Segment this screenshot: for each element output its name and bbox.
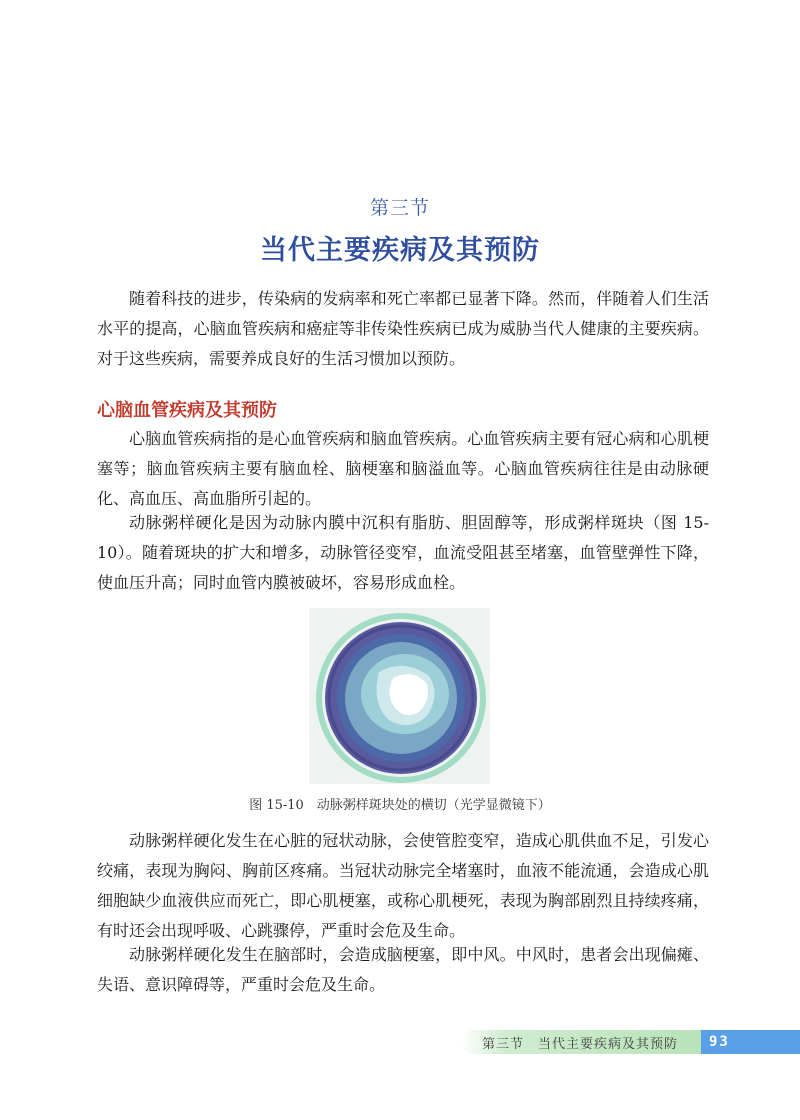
figure-caption: 图 15-10 动脉粥样斑块处的横切（光学显微镜下）	[249, 798, 551, 813]
section-label: 第三节	[369, 197, 430, 219]
paragraph-3: 动脉粥样硬化发生在心脏的冠状动脉，会使管腔变窄，造成心肌供血不足，引发心绞痛，表现为胸闷、胸前区疼痛。当冠状动脉完全堵塞时，血液不能流通，会造成心肌细胞缺少血液供应而死亡，即心肌梗塞，或称心肌梗死，表现为胸部剧烈且持续疼痛，有时还会出现呼吸、心跳骤停，严重时会危及生命。	[97, 831, 709, 940]
paragraph-1: 心脑血管疾病指的是心血管疾病和脑血管疾病。心血管疾病主要有冠心病和心肌梗塞等；脑血管疾病主要有脑血栓、脑梗塞和脑溢血等。心脑血管疾病往往是由动脉硬化、高血压、高血脂所引起的。	[97, 429, 709, 508]
page-number: 93	[701, 1030, 800, 1054]
artery-cross-section-image	[309, 608, 490, 784]
subheading: 心脑血管疾病及其预防	[97, 400, 277, 421]
paragraph-2: 动脉粥样硬化是因为动脉内膜中沉积有脂肪、胆固醇等，形成粥样斑块（图 15-10）。随着斑块的扩大和增多，动脉管径变窄，血流受阻甚至堵塞，血管壁弹性下降，使血压升高；同时血管内膜被破坏，容易形成血栓。	[97, 513, 709, 592]
intro-paragraph: 随着科技的进步，传染病的发病率和死亡率都已显著下降。然而，伴随着人们生活水平的提高，心脑血管疾病和癌症等非传染性疾病已成为威胁当代人健康的主要疾病。对于这些疾病，需要养成良好的生活习惯加以预防。	[97, 289, 709, 368]
page-title: 当代主要疾病及其预防	[260, 235, 540, 266]
paragraph-4: 动脉粥样硬化发生在脑部时，会造成脑梗塞，即中风。中风时，患者会出现偏瘫、失语、意识障碍等，严重时会危及生命。	[97, 945, 709, 994]
footer-section-title: 第三节 当代主要疾病及其预防	[482, 1037, 679, 1052]
artery-illustration	[309, 608, 490, 784]
